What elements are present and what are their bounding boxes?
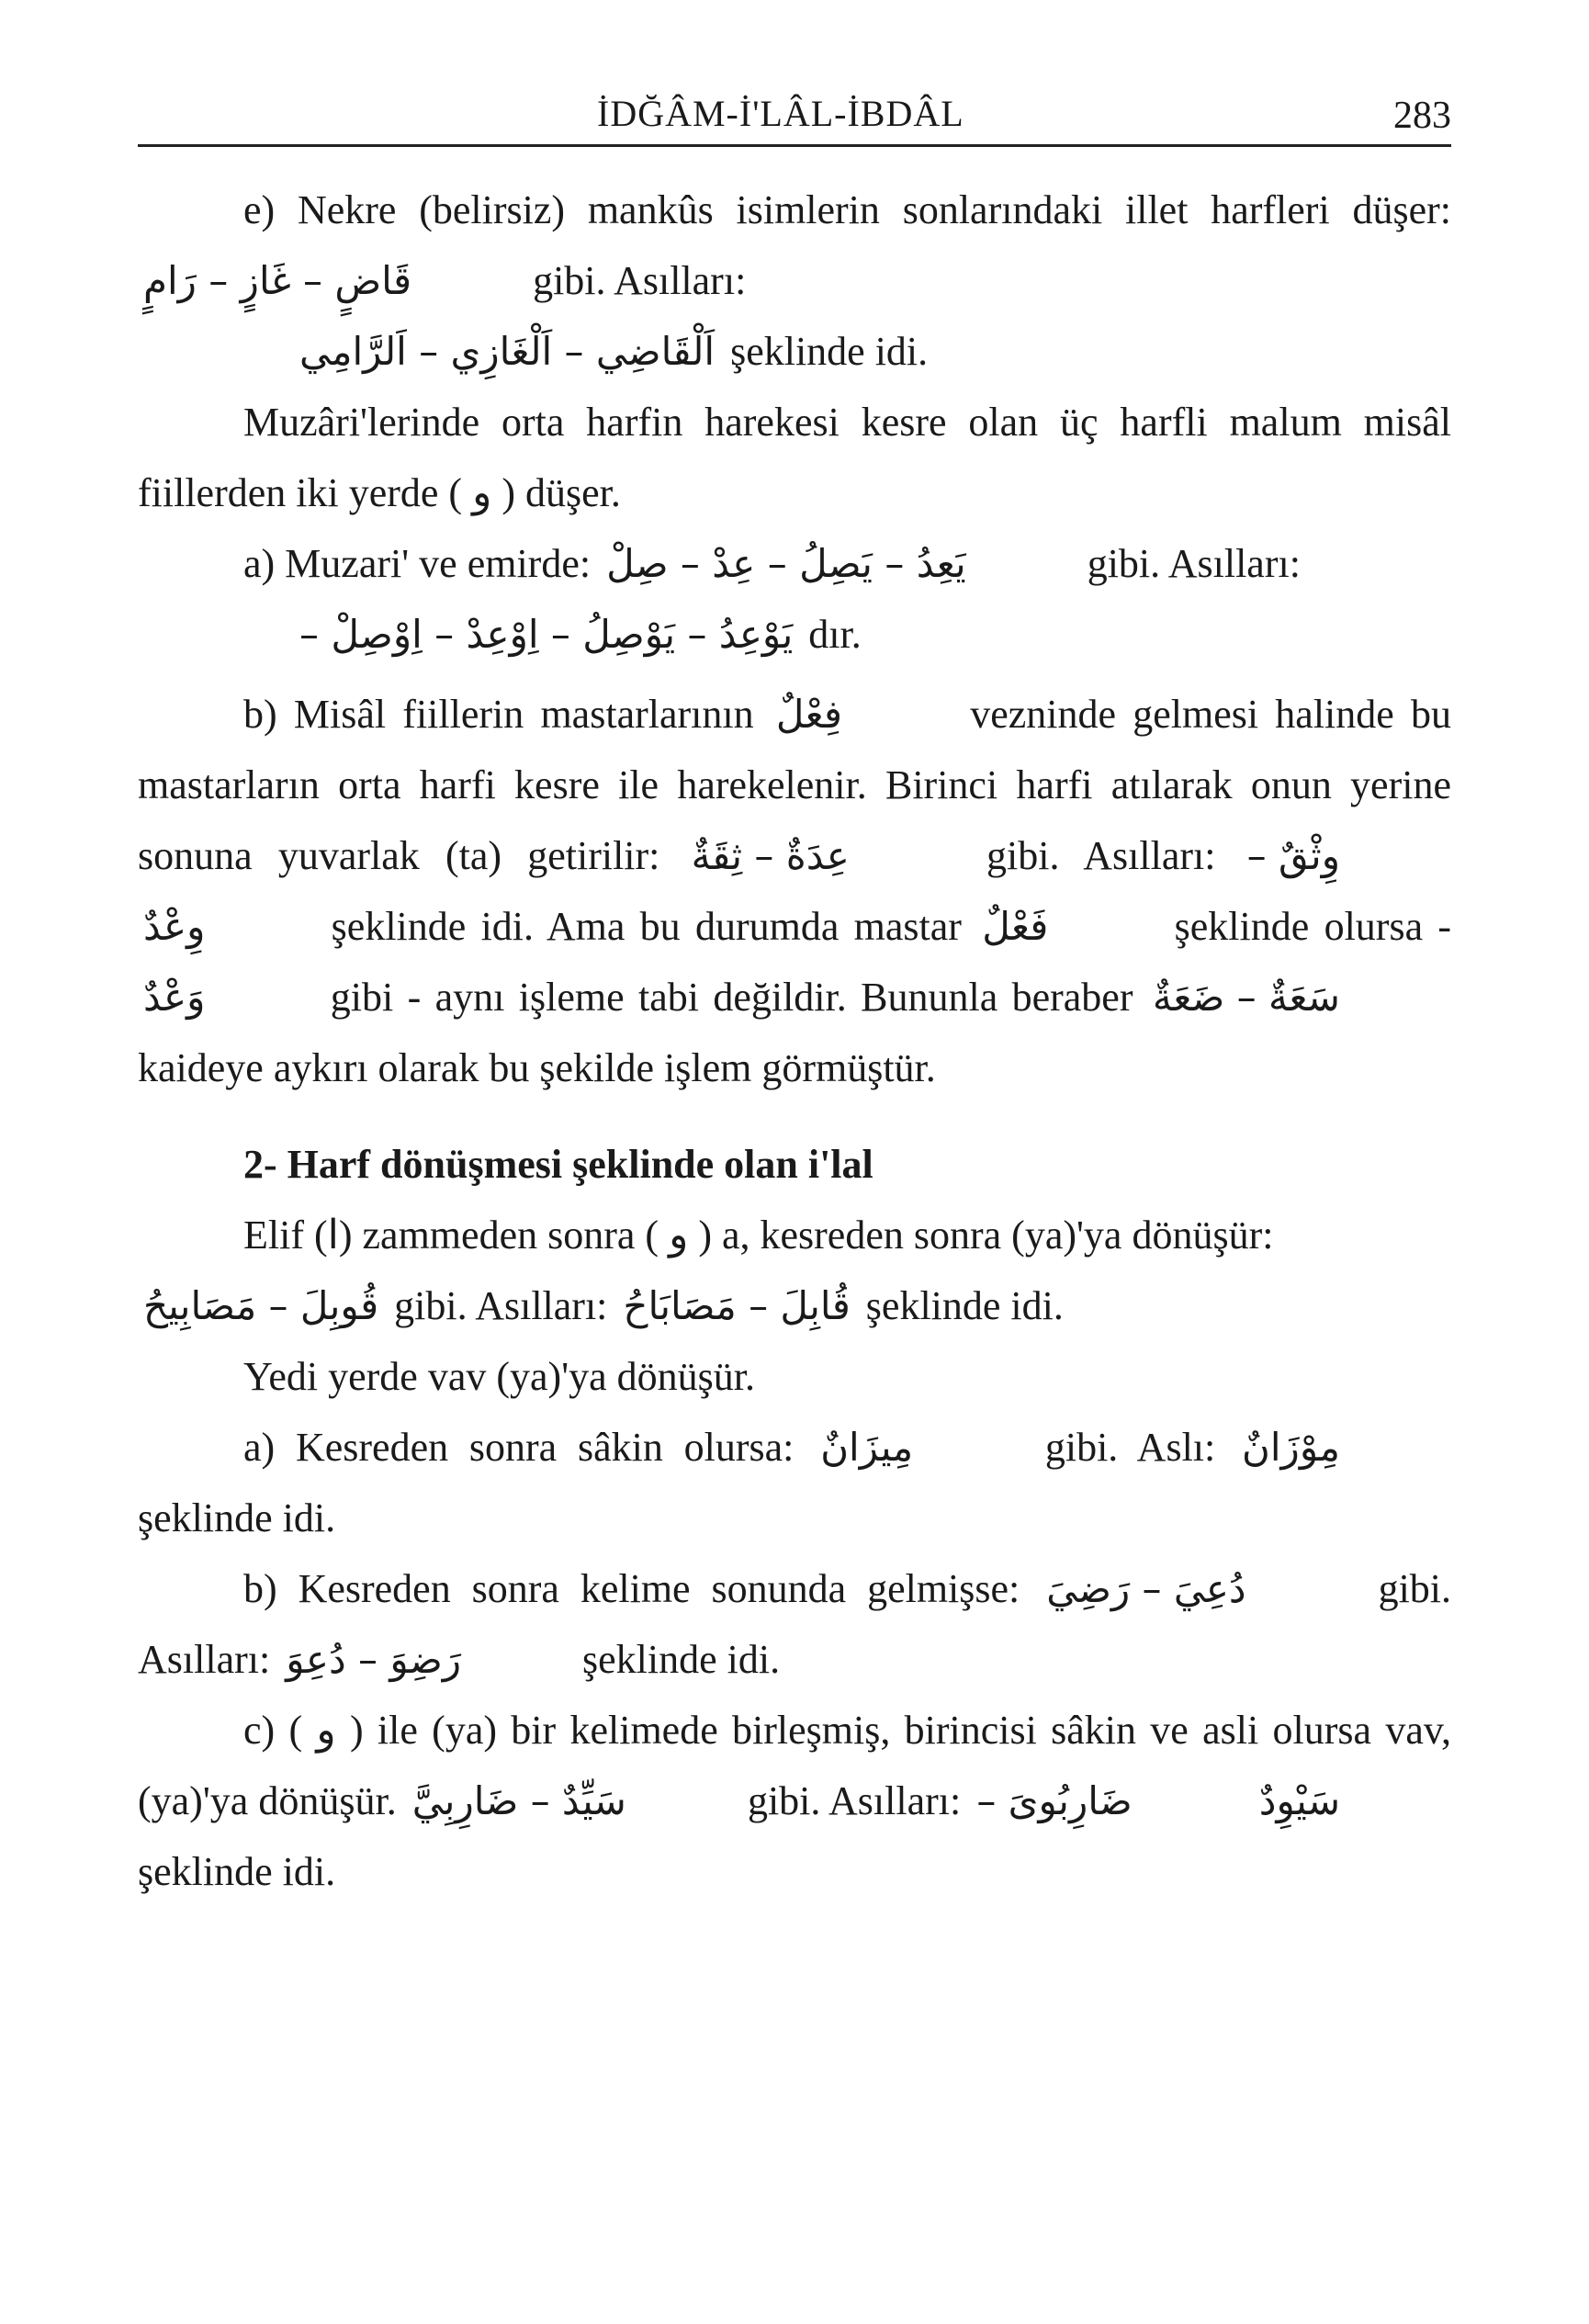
- paragraph-elif: Elif (ا) zammeden sonra ( و ) a, kesreden sonra (ya)'ya dönüşür:: [243, 1213, 1274, 1258]
- arabic-example: وَعْدٌ: [143, 975, 206, 1020]
- arabic-example: فَعْلٌ: [982, 904, 1049, 949]
- arabic-example: قُابِلَ – مَصَابَاحُ: [623, 1283, 851, 1328]
- paragraph-elif-examples: [138, 1270, 1451, 1341]
- paragraph-text: şeklinde idi.: [138, 1495, 336, 1540]
- paragraph-text: gibi. Asılları:: [138, 1566, 1452, 1682]
- arabic-example: يَوْعِدُ – يَوْصِلُ – اِوْعِدْ – اِوْصِلْ –: [299, 612, 794, 657]
- arabic-example: وِثْقٌ –: [1246, 833, 1340, 878]
- page-header: [138, 92, 1451, 147]
- paragraph-text: dır.: [808, 612, 862, 657]
- arabic-example: وِعْدٌ: [143, 904, 206, 949]
- paragraph-text: vezninde gelmesi halinde bu mastarların orta harfi kesre ile harekelenir. Birinci harfi atılarak onun yerine sonuna yuvarlak (ta) getirilir:: [138, 692, 1452, 878]
- running-title: İDĞÂM-İ'LÂL-İBDÂL: [597, 93, 964, 134]
- paragraph-b-misal: [138, 679, 1451, 1103]
- header-rule: [138, 144, 1451, 147]
- paragraph-a-origins: [138, 599, 1451, 670]
- paragraph-text: gibi. Asılları:: [533, 258, 747, 303]
- paragraph-text: şeklinde idi.: [582, 1637, 781, 1682]
- body-text: [138, 175, 1451, 1907]
- paragraph-text: şeklinde idi.: [138, 1849, 336, 1894]
- paragraph-e: [138, 175, 1451, 316]
- arabic-example: رَضِوَ – دُعِوَ: [286, 1637, 462, 1682]
- arabic-example: قَاضٍ – غَازٍ – رَامٍ: [143, 258, 412, 303]
- paragraph-text: şeklinde idi.: [730, 329, 929, 374]
- arabic-example: اَلْقَاضِي – اَلْغَازِي – اَلرَّامِي: [299, 329, 716, 374]
- paragraph-text: e) Nekre (belirsiz) mankûs isimlerin sonlarındaki illet harfleri düşer:: [243, 187, 1451, 232]
- arabic-example: مِوْزَانٌ: [1242, 1425, 1341, 1470]
- paragraph-text: şeklinde olursa -: [1174, 904, 1452, 949]
- paragraph-text: gibi. Asılları:: [747, 1778, 962, 1823]
- paragraph-text: gibi. Asılları:: [986, 833, 1216, 878]
- paragraph-c-birlesmis: [138, 1695, 1451, 1907]
- arabic-example: يَعِدُ – يَصِلُ – عِدْ – صِلْ: [606, 541, 966, 586]
- paragraph-text: gibi. Aslı:: [1044, 1425, 1216, 1470]
- paragraph-text: kaideye aykırı olarak bu şekilde işlem görmüştür.: [138, 1045, 936, 1090]
- paragraph-muzari: Muzâri'lerinde orta harfin harekesi kesre olan üç harfli malum misâl fiillerden iki yerde ( و ) düşer.: [138, 400, 1451, 515]
- paragraph-a-kesreden: [138, 1412, 1451, 1553]
- paragraph-text: gibi. Asılları:: [394, 1283, 608, 1328]
- spacer: [138, 670, 1451, 679]
- paragraph-text: şeklinde idi. Ama bu durumda mastar: [331, 904, 962, 949]
- paragraph-text: şeklinde idi.: [865, 1283, 1064, 1328]
- paragraph-text: b) Misâl fiillerin mastarlarının: [243, 692, 754, 737]
- arabic-example: ضَارِبُوىَ –: [976, 1778, 1133, 1823]
- arabic-example: فِعْلٌ: [775, 692, 842, 737]
- arabic-example: سَيْوِدٌ: [1258, 1778, 1341, 1823]
- paragraph-e-origins: [138, 316, 1451, 387]
- paragraph-b-kelime-sonu: [138, 1553, 1451, 1695]
- paragraph-text: a) Muzari' ve emirde:: [243, 541, 592, 586]
- paragraph-text: a) Kesreden sonra sâkin olursa:: [243, 1425, 794, 1470]
- paragraph-text: c) ( و ) ile (ya) bir kelimede birleşmiş, birincisi sâkin ve asli olursa vav, (ya)'ya dönüşür.: [138, 1708, 1451, 1823]
- arabic-example: دُعِيَ – رَضِيَ: [1046, 1566, 1246, 1611]
- section-heading: 2- Harf dönüşmesi şeklinde olan i'lal: [243, 1142, 873, 1187]
- paragraph-text: gibi - aynı işleme tabi değildir. Bununla beraber: [330, 975, 1133, 1020]
- arabic-example: سَعَةٌ – ضَعَةٌ: [1152, 975, 1340, 1020]
- page-number: 283: [1393, 95, 1451, 137]
- arabic-example: عِدَةٌ – ثِقَةٌ: [691, 833, 850, 878]
- arabic-example: مِيزَانٌ: [820, 1425, 914, 1470]
- paragraph-text: b) Kesreden sonra kelime sonunda gelmişse:: [243, 1566, 1020, 1611]
- arabic-example: سَيِّدٌ – ضَارِبِيَّ: [411, 1778, 626, 1823]
- paragraph-text: gibi. Asılları:: [1087, 541, 1301, 586]
- paragraph-yedi-yerde: Yedi yerde vav (ya)'ya dönüşür.: [243, 1354, 756, 1399]
- arabic-example: قُوبِلَ – مَصَابِيحُ: [143, 1283, 379, 1328]
- paragraph-a-emir: [138, 528, 1451, 599]
